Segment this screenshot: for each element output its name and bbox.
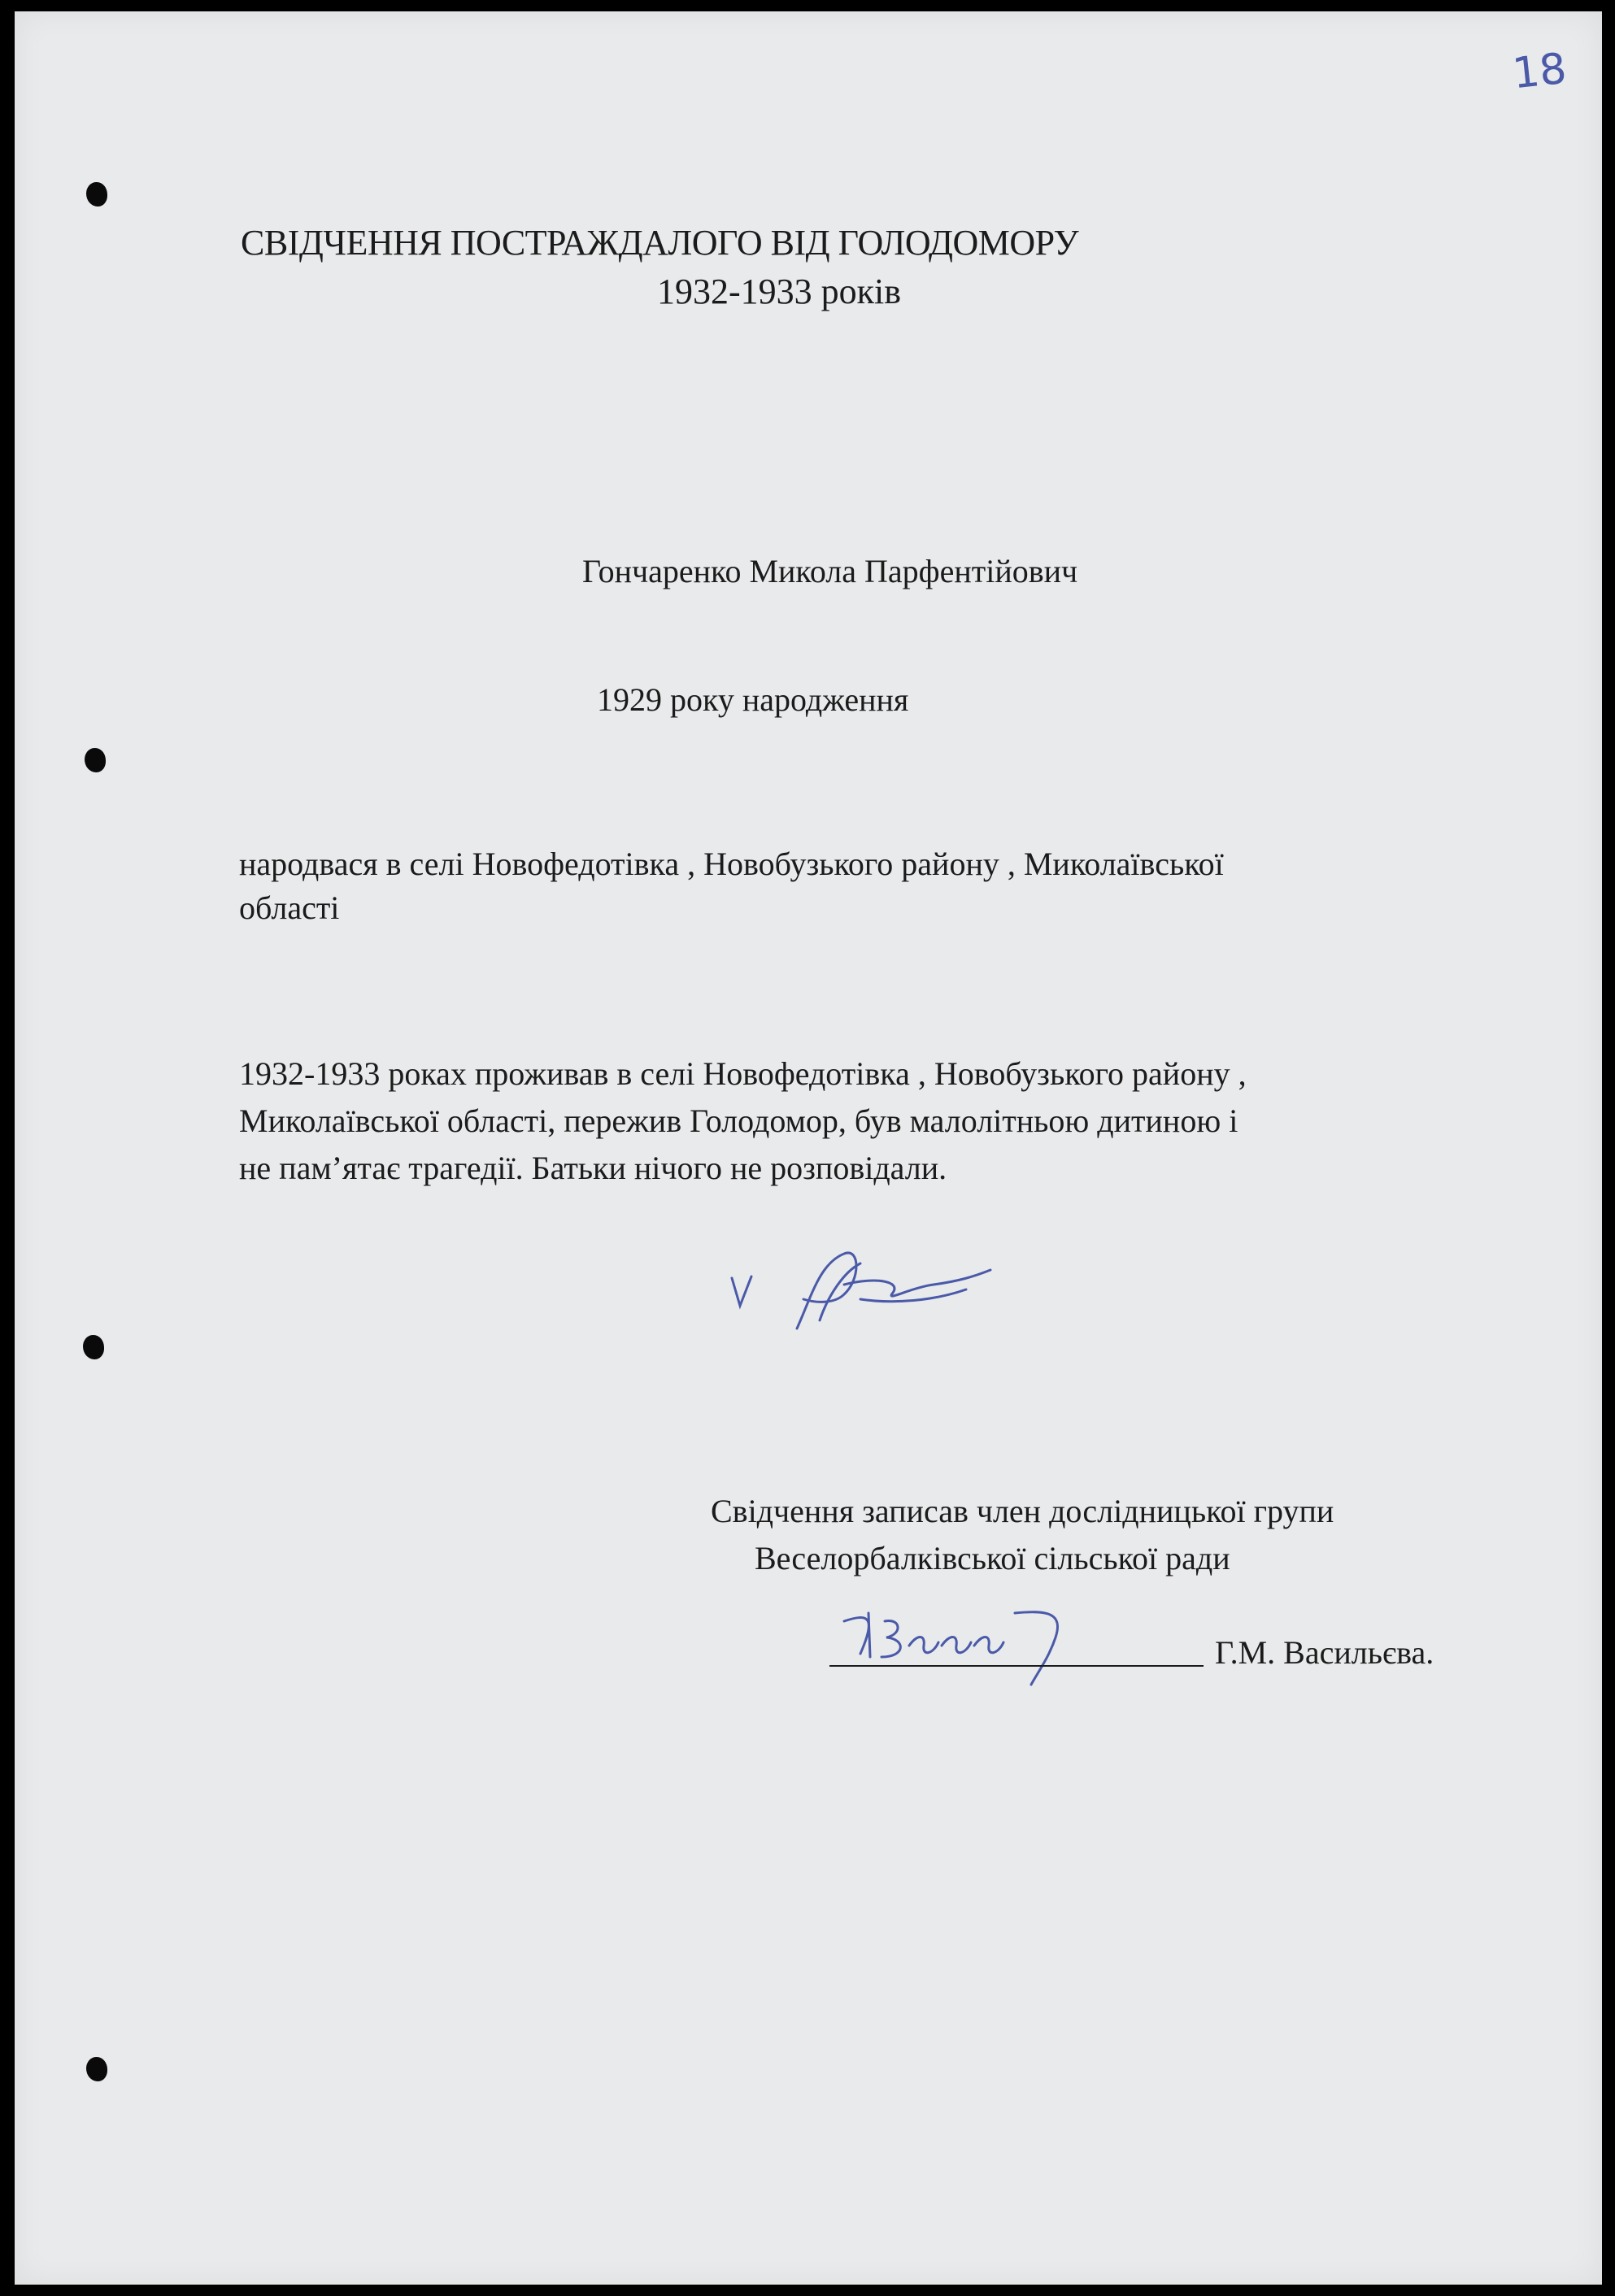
page-number: 18 bbox=[1510, 44, 1569, 99]
document-title: СВІДЧЕННЯ ПОСТРАЖДАЛОГО ВІД ГОЛОДОМОРУ bbox=[241, 223, 1079, 263]
testimony-line: 1932-1933 роках проживав в селі Новофедотівка , Новобузького району , bbox=[239, 1055, 1247, 1092]
signature-line bbox=[829, 1665, 1204, 1667]
birth-year: 1929 року народження bbox=[597, 681, 909, 718]
birthplace-line: народвася в селі Новофедотівка , Новобузького району , Миколаївської bbox=[239, 846, 1224, 882]
recorder-line: Свідчення записав член дослідницької групи bbox=[711, 1493, 1334, 1529]
document-title-years: 1932-1933 років bbox=[657, 272, 902, 311]
recorder-name: Г.М. Васильєва. bbox=[1215, 1634, 1434, 1671]
person-name: Гончаренко Микола Парфентійович bbox=[582, 553, 1078, 589]
punch-hole bbox=[83, 1335, 104, 1359]
witness-signature bbox=[722, 1231, 1015, 1353]
document-sheet bbox=[15, 11, 1602, 2285]
punch-hole bbox=[86, 182, 107, 207]
punch-hole bbox=[86, 2057, 107, 2081]
recorder-line: Веселорбалківської сільської ради bbox=[755, 1540, 1230, 1576]
testimony-line: Миколаївської області, пережив Голодомор, був малолітньою дитиною і bbox=[239, 1102, 1238, 1139]
recorder-signature bbox=[828, 1589, 1104, 1686]
testimony-line: не пам’ятає трагедії. Батьки нічого не розповідали. bbox=[239, 1150, 947, 1186]
birthplace-line: області bbox=[239, 889, 340, 926]
punch-hole bbox=[85, 748, 106, 772]
